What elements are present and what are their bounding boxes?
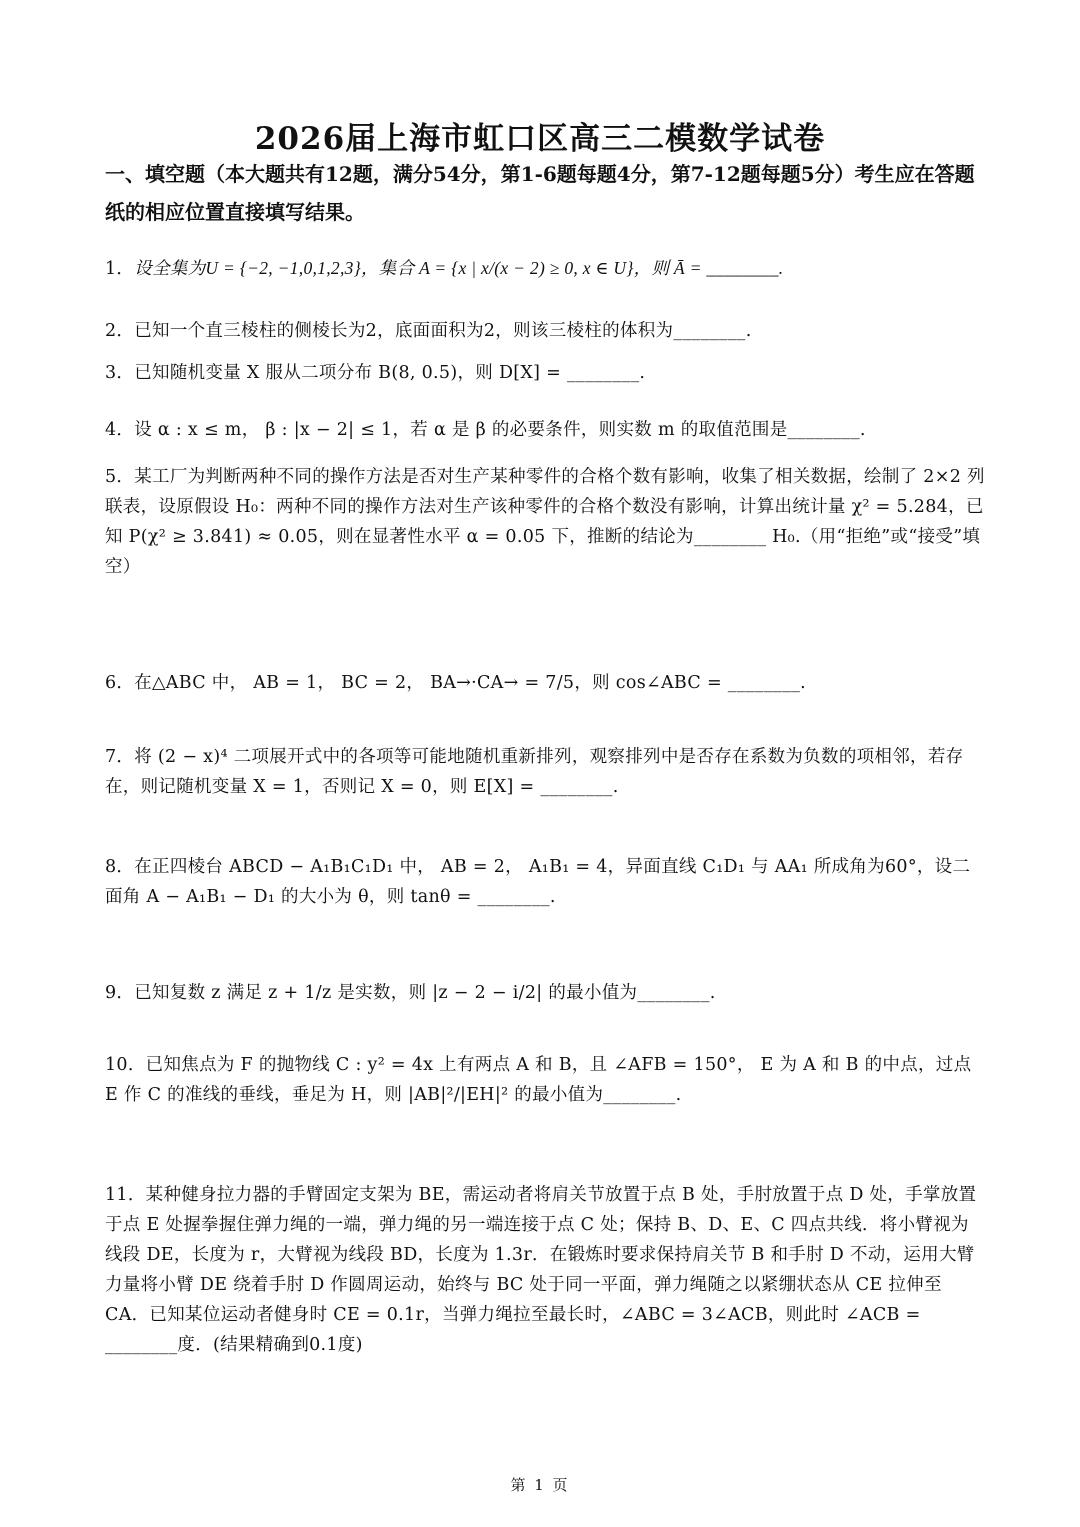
question-7 (105, 742, 985, 802)
question-text: 已知随机变量 X 服从二项分布 B(8, 0.5)，则 D[X] = ________. (134, 363, 646, 383)
question-text: 已知焦点为 F 的抛物线 C : y² = 4x 上有两点 A 和 B，且 ∠AFB = 150°， E 为 A 和 B 的中点，过点 E 作 C 的准线的垂线，垂足为 H，则 |AB|²/|EH|² 的最小值为________. (105, 1055, 972, 1105)
question-number: 2． (105, 321, 135, 341)
question-number: 3． (105, 363, 135, 383)
question-6 (105, 670, 985, 697)
question-text: 在△ABC 中， AB = 1， BC = 2， BA→·CA→ = 7/5，则 cos∠ABC = ________. (134, 673, 807, 693)
question-number: 4． (105, 420, 135, 440)
question-3 (105, 360, 985, 387)
question-text: 在正四棱台 ABCD − A₁B₁C₁D₁ 中， AB = 2， A₁B₁ = 4，异面直线 C₁D₁ 与 AA₁ 所成角为60°，设二面角 A − A₁B₁ − D₁ 的大小为 θ，则 tanθ = ________. (105, 857, 971, 907)
question-number: 10． (105, 1055, 146, 1075)
exam-title: 2026届上海市虹口区高三二模数学试卷 (254, 121, 826, 157)
page-number: 第 1 页 (510, 1476, 570, 1494)
question-9 (105, 980, 985, 1007)
section-1-header: 一、填空题（本大题共有12题，满分54分，第1-6题每题4分，第7-12题每题5分）考生应在答题纸的相应位置直接填写结果。 (105, 162, 975, 224)
question-text: 已知一个直三棱柱的侧棱长为2，底面面积为2，则该三棱柱的体积为________. (134, 321, 752, 341)
question-number: 6． (105, 673, 135, 693)
question-text: 将 (2 − x)⁴ 二项展开式中的各项等可能地随机重新排列，观察排列中是否存在系数为负数的项相邻，若存在，则记随机变量 X = 1，否则记 X = 0，则 E[X] = ________. (105, 747, 964, 797)
question-10 (105, 1050, 985, 1110)
question-text: 设 α : x ≤ m， β : |x − 2| ≤ 1，若 α 是 β 的必要条件，则实数 m 的取值范围是________. (134, 420, 866, 440)
question-11 (105, 1180, 985, 1360)
question-number: 5． (105, 467, 135, 487)
question-4 (105, 417, 985, 444)
question-2 (105, 318, 985, 345)
question-text: 设全集为U = {−2, −1,0,1,2,3}，集合 A = {x | x/(x − 2) ≥ 0, x ∈ U}，则 Ā = ________. (134, 258, 784, 278)
question-number: 9． (105, 983, 135, 1003)
question-number: 1． (105, 259, 135, 279)
question-5 (105, 462, 985, 582)
question-text: 已知复数 z 满足 z + 1/z 是实数，则 |z − 2 − i/2| 的最小值为________. (134, 983, 716, 1003)
question-number: 11． (105, 1185, 146, 1205)
question-text: 某种健身拉力器的手臂固定支架为 BE，需运动者将肩关节放置于点 B 处，手肘放置于点 D 处，手掌放置于点 E 处握拳握住弹力绳的一端，弹力绳的另一端连接于点 C 处；保持 B、D、E、C 四点共线．将小臂视为线段 DE，长度为 r，大臂视为线段 BD，长度为 1.3r．在锻炼时要求保持肩关节 B 和手肘 D 不动，运用大臂力量将小臂 DE 绕着手肘 D 作圆周运动，始终与 BC 处于同一平面，弹力绳随之以紧绷状态从 CE 拉伸至 CA．已知某位运动者健身时 CE = 0.1r，当弹力绳拉至最长时，∠ABC = 3∠ACB，则此时 ∠ACB = ________度．(结果精确到0.1度) (105, 1185, 977, 1355)
question-number: 7． (105, 747, 135, 767)
question-8 (105, 852, 985, 912)
question-text: 某工厂为判断两种不同的操作方法是否对生产某种零件的合格个数有影响，收集了相关数据，绘制了 2×2 列联表，设原假设 H₀：两种不同的操作方法对生产该种零件的合格个数没有影响，计算出统计量 χ² = 5.284，已知 P(χ² ≥ 3.841) ≈ 0.05，则在显著性水平 α = 0.05 下，推断的结论为________ H₀.（用“拒绝”或“接受”填空） (105, 467, 985, 577)
question-number: 8． (105, 857, 135, 877)
question-1 (105, 255, 985, 283)
